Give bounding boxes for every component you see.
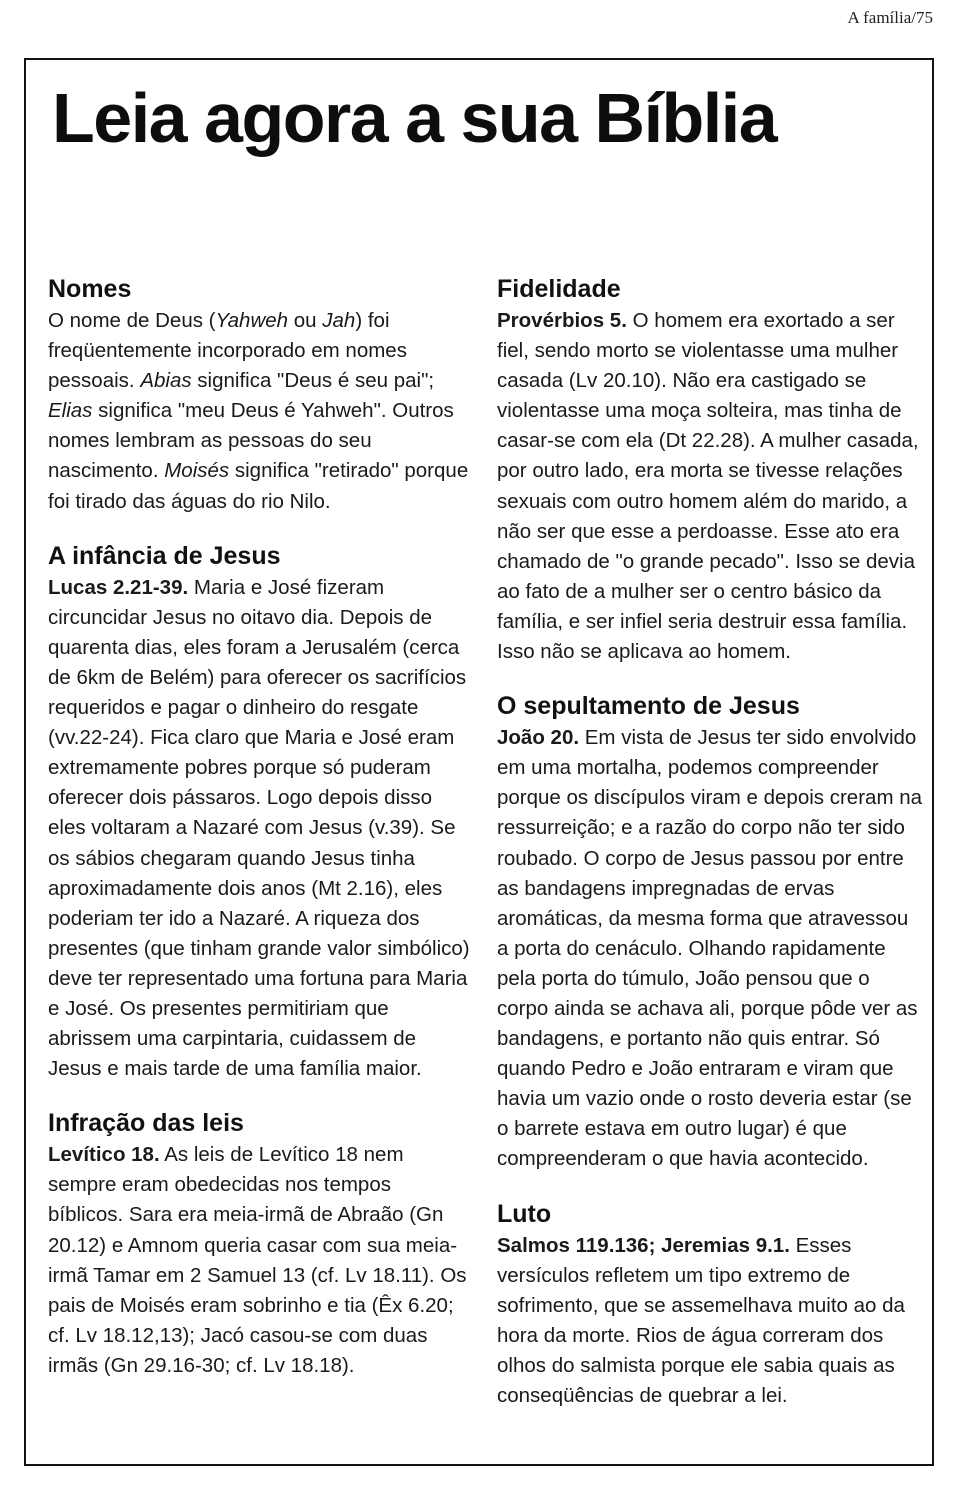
text: significa "meu Deus é Yahweh". Outros nomes lembram as pessoas do seu nascimento. [48, 399, 454, 483]
text: O homem era exortado a ser fiel, sendo morto se violentasse uma mulher casada (Lv 20.10). Não era castigado se violentasse uma moça solteira, mas tinha de casar-se com ela (Dt 22.28). A mulher casada, por outro lado, era morta se tivesse relações sexuais com outro homem além do marido, a não ser que esse a perdoasse. Esse ato era chamado de "o grande pecado". Isso se devia ao fato de a mulher ser o centro básico da família, e ser infiel seria destruir essa família. Isso não se aplicava ao homem. [497, 309, 919, 664]
text: O nome de Deus ( [48, 309, 216, 332]
text: Maria e José fizeram circuncidar Jesus no oitavo dia. Depois de quarenta dias, eles foram a Jerusalém (cerca de 6km de Belém) para oferecer os sacrifícios requeridos e pagar o dinheiro do resgate (vv.22-24). Fica claro que Maria e José eram extremamente pobres porque só puderam oferecer dois pássaros. Logo depois disso eles voltaram a Nazaré com Jesus (v.39). Se os sábios chegaram quando Jesus tinha aproximadamente dois anos (Mt 2.16), eles poderiam ter ido a Nazaré. A riqueza dos presentes (que tinham grande valor simbólico) deve ter representado uma fortuna para Maria e José. Os presentes permitiriam que abrissem uma carpintaria, cuidassem de Jesus e mais tarde de uma família maior. [48, 575, 470, 1081]
section-body [497, 1231, 922, 1412]
emphasis: Jah [322, 309, 356, 332]
section-body [48, 573, 470, 1085]
section-infracao [48, 1106, 470, 1381]
section-sepultamento [497, 689, 922, 1174]
section-nomes [48, 272, 470, 517]
right-column [497, 272, 922, 1433]
emphasis: Moisés [164, 459, 230, 483]
section-heading: Luto [497, 1199, 552, 1228]
section-heading: Infração das leis [48, 1109, 244, 1138]
page-title: Leia agora a sua Bíblia [52, 79, 777, 157]
scripture-reference: João 20. [497, 726, 580, 750]
text: Em vista de Jesus ter sido envolvido em uma mortalha, podemos compreender porque os discípulos viram e depois creram na ressurreição; e a razão do corpo não ter sido roubado. O corpo de Jesus passou por entre as bandagens impregnadas de ervas aromáticas, da mesma forma que atravessou a porta do cenáculo. Olhando rapidamente pela porta do túmulo, João pensou que o corpo ainda se achava ali, porque pôde ver as bandagens, e portanto não quis entrar. Só quando Pedro e João entraram e viram que havia um vazio onde o rosto deveria estar (se o barrete estava em outro lugar) é que compreenderam o que havia acontecido. [497, 726, 923, 1171]
scripture-reference: Levítico 18. [48, 1143, 160, 1167]
scripture-reference: Salmos 119.136; Jeremias 9.1. [497, 1233, 790, 1257]
section-body [497, 306, 922, 667]
text: significa "Deus é seu pai"; [191, 369, 435, 393]
left-column [48, 272, 470, 1403]
text: Esses versículos refletem um tipo extremo de sofrimento, que se assemelhava muito ao da hora da morte. Rios de água correram dos olhos do salmista porque ele sabia quais as conseqüências de quebrar a lei. [497, 1233, 905, 1407]
section-luto [497, 1197, 922, 1412]
scripture-reference: Provérbios 5. [497, 309, 627, 332]
section-fidelidade [497, 272, 922, 667]
emphasis: Abias [140, 369, 192, 393]
section-heading: Nomes [48, 275, 132, 303]
section-infancia [48, 539, 470, 1085]
section-body [497, 723, 922, 1174]
emphasis: Yahweh [215, 309, 289, 332]
section-heading: A infância de Jesus [48, 541, 281, 570]
text: ) foi freqüentemente incorporado em nomes pessoais. [48, 309, 407, 393]
scripture-reference: Lucas 2.21-39. [48, 575, 189, 599]
section-heading: Fidelidade [497, 275, 621, 303]
text: As leis de Levítico 18 nem sempre eram obedecidas nos tempos bíblicos. Sara era meia-irmã de Abraão (Gn 20.12) e Amnom queria casar com sua meia-irmã Tamar em 2 Samuel 13 (cf. Lv 18.11). Os pais de Moisés eram sobrinho e tia (Êx 6.20; cf. Lv 18.12,13); Jacó casou-se com duas irmãs (Gn 29.16-30; cf. Lv 18.18). [48, 1143, 467, 1377]
running-head: A família/75 [847, 8, 933, 27]
section-body [48, 306, 470, 517]
emphasis: Elias [48, 399, 93, 423]
text: ou [288, 309, 323, 332]
text: significa "retirado" porque foi tirado das águas do rio Nilo. [48, 459, 469, 513]
section-body [48, 1140, 470, 1381]
section-heading: O sepultamento de Jesus [497, 692, 800, 721]
